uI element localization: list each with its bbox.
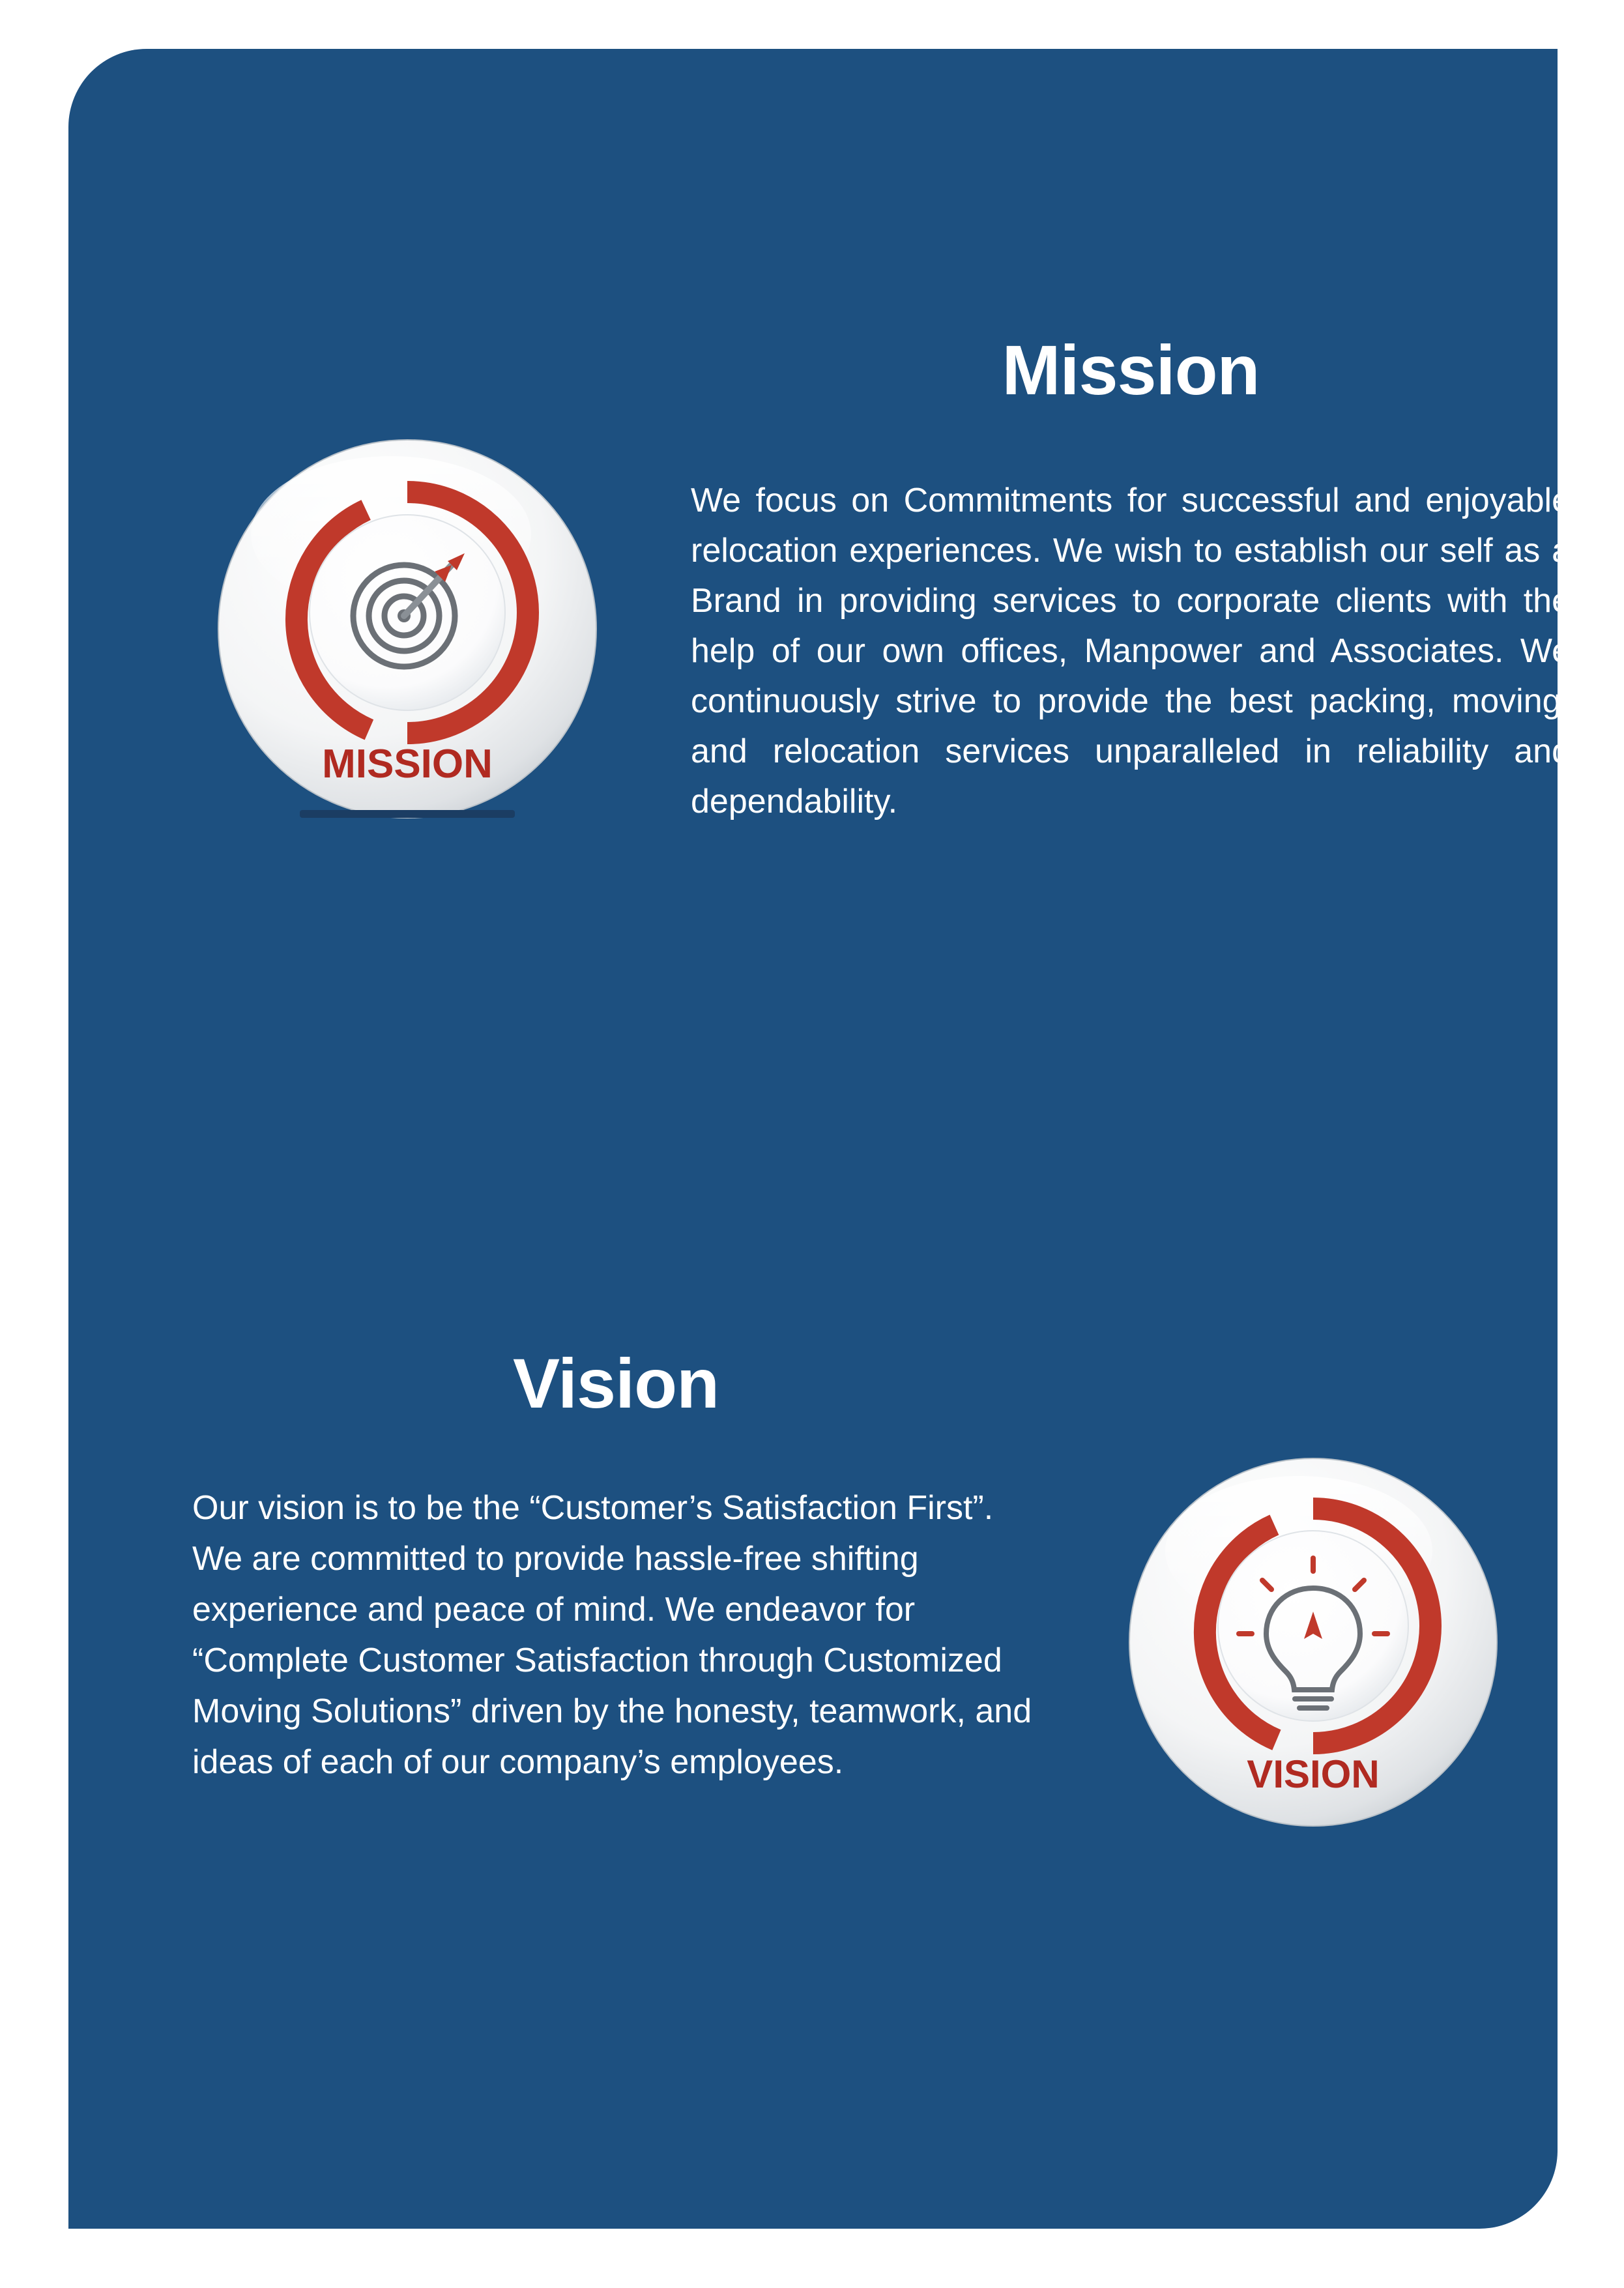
vision-heading: Vision (512, 1344, 719, 1423)
mission-badge-graphic (192, 420, 622, 876)
vision-paragraph: Our vision is to be the “Customer’s Satisfaction First”. We are committed to provide hassle-free shifting experience and peace of mind. We endeavor for “Complete Customer Satisfaction through Customized Moving Solutions” driven by the honesty, teamwork, and ideas of each of our company’s employees. (192, 1489, 1032, 1781)
mission-badge (192, 420, 622, 876)
mission-paragraph: We focus on Commitments for successful and enjoyable relocation experiences. We wish to establish our self as a Brand in providing services to corporate clients with the help of our own offices, Manpower and Associates. We continuously strive to provide the best packing, moving, and relocation services unparalleled in reliability and dependability. (691, 482, 1571, 820)
content-panel (68, 49, 1571, 2229)
vision-badge (1111, 1443, 1515, 1861)
mission-badge-label: MISSION (322, 742, 493, 787)
mission-heading: Mission (1002, 330, 1260, 409)
vision-badge-label: VISION (1247, 1752, 1380, 1796)
vision-badge-graphic (1111, 1443, 1515, 1861)
